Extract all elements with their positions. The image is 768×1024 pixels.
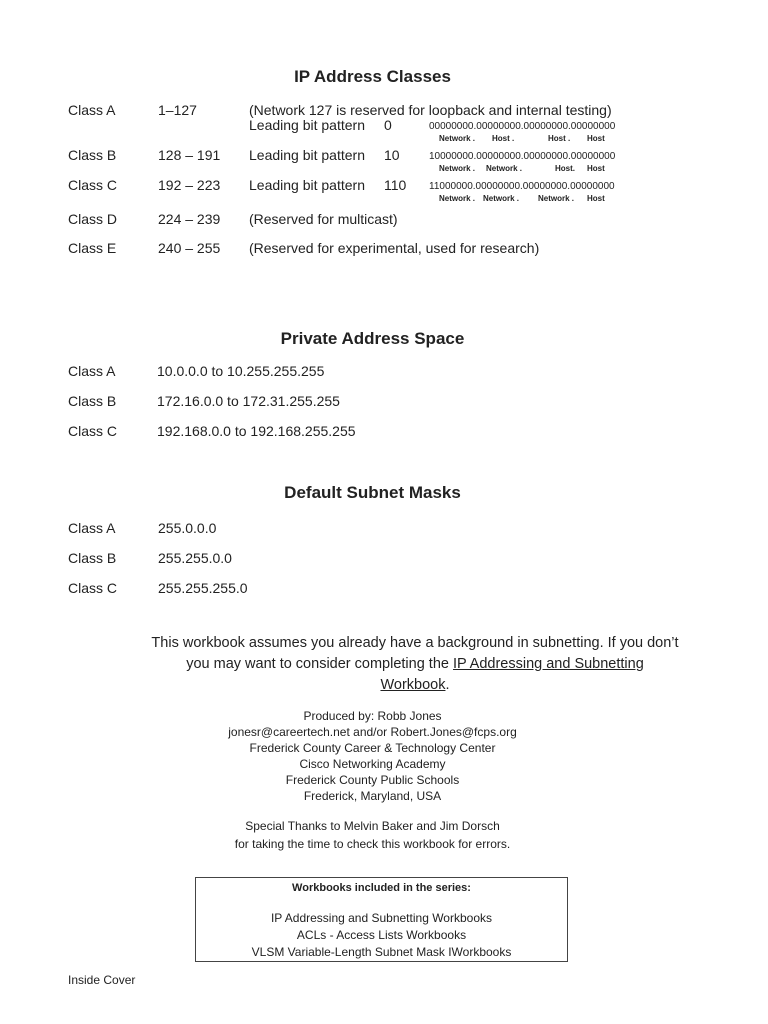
private-class-label: Class A <box>68 363 116 379</box>
class-a-octet-label: Host . <box>492 134 515 143</box>
class-b-pattern: 10000000.00000000.00000000.00000000 <box>429 151 616 162</box>
class-b-label: Class B <box>68 147 117 163</box>
class-e-range: 240 – 255 <box>158 240 221 256</box>
class-d-desc: (Reserved for multicast) <box>249 211 398 227</box>
class-e-label: Class E <box>68 240 117 256</box>
default-masks-title: Default Subnet Masks <box>284 483 461 502</box>
class-c-range: 192 – 223 <box>158 177 221 193</box>
class-d-label: Class D <box>68 211 118 227</box>
class-a-range: 1–127 <box>158 102 197 118</box>
private-class-range: 192.168.0.0 to 192.168.255.255 <box>157 423 356 439</box>
class-e-desc: (Reserved for experimental, used for research) <box>249 240 540 256</box>
series-box <box>195 877 568 962</box>
private-class-range: 172.16.0.0 to 172.31.255.255 <box>157 393 340 409</box>
mask-class-label: Class C <box>68 580 118 596</box>
mask-class-label: Class A <box>68 520 116 536</box>
credit-line: Frederick, Maryland, USA <box>303 789 442 803</box>
series-item: IP Addressing and Subnetting Workbooks <box>270 911 493 925</box>
background-note <box>150 633 680 696</box>
class-c-octet-label: Host <box>587 194 605 203</box>
credit-line: jonesr@careertech.net and/or Robert.Jones@fcps.org <box>228 725 517 739</box>
class-a-desc: (Network 127 is reserved for loopback and internal testing) <box>249 102 612 118</box>
class-c-label: Class C <box>68 177 118 193</box>
class-b-bit-label: Leading bit pattern <box>249 147 365 163</box>
class-a-bit: 0 <box>384 117 392 133</box>
note-text-end: . <box>445 677 450 693</box>
class-c-octet-label: Network . <box>439 194 476 203</box>
mask-value: 255.255.0.0 <box>158 550 232 566</box>
class-b-bit: 10 <box>384 147 400 163</box>
private-class-range: 10.0.0.0 to 10.255.255.255 <box>157 363 325 379</box>
class-c-octet-label: Network . <box>538 194 575 203</box>
series-item: VLSM Variable-Length Subnet Mask IWorkbooks <box>251 945 512 959</box>
private-class-label: Class C <box>68 423 118 439</box>
class-c-bit-label: Leading bit pattern <box>249 177 365 193</box>
class-b-octet-label: Host <box>587 164 605 173</box>
class-a-octet-label: Host <box>587 134 605 143</box>
class-c-pattern: 11000000.00000000.00000000.00000000 <box>429 181 615 192</box>
credit-line: Produced by: Robb Jones <box>303 709 442 723</box>
mask-class-label: Class B <box>68 550 117 566</box>
class-c-octet-label: Network . <box>483 194 520 203</box>
note-text: This workbook assumes you already have a background in subnetting. If you don’t you may want to consider completing the <box>151 635 679 672</box>
page-footer: Inside Cover <box>68 973 136 987</box>
class-a-octet-label: Network . <box>439 134 476 143</box>
class-b-octet-label: Host. <box>555 164 575 173</box>
thanks-block <box>0 817 745 853</box>
class-d-range: 224 – 239 <box>158 211 221 227</box>
private-space-title: Private Address Space <box>280 329 465 348</box>
credits-block <box>0 708 745 804</box>
class-b-octet-label: Network . <box>439 164 476 173</box>
ip-classes-title: IP Address Classes <box>294 67 451 86</box>
class-b-octet-label: Network . <box>486 164 523 173</box>
mask-value: 255.255.255.0 <box>158 580 248 596</box>
class-a-pattern: 00000000.00000000.00000000.00000000 <box>429 121 616 132</box>
class-a-bit-label: Leading bit pattern <box>249 117 365 133</box>
series-item: ACLs - Access Lists Workbooks <box>296 928 467 942</box>
class-a-octet-label: Host . <box>548 134 571 143</box>
thanks-line: Special Thanks to Melvin Baker and Jim Dorsch <box>245 819 500 833</box>
mask-value: 255.0.0.0 <box>158 520 217 536</box>
credit-line: Frederick County Career & Technology Center <box>249 741 496 755</box>
subnetting-workbook-link[interactable]: IP Addressing and Subnetting Workbook <box>380 656 644 693</box>
class-c-bit: 110 <box>384 177 407 193</box>
credit-line: Cisco Networking Academy <box>299 757 446 771</box>
credit-line: Frederick County Public Schools <box>285 773 460 787</box>
private-class-label: Class B <box>68 393 117 409</box>
class-a-label: Class A <box>68 102 116 118</box>
series-box-title: Workbooks included in the series: <box>292 882 471 894</box>
class-b-range: 128 – 191 <box>158 147 221 163</box>
thanks-line: for taking the time to check this workbook for errors. <box>234 837 511 851</box>
